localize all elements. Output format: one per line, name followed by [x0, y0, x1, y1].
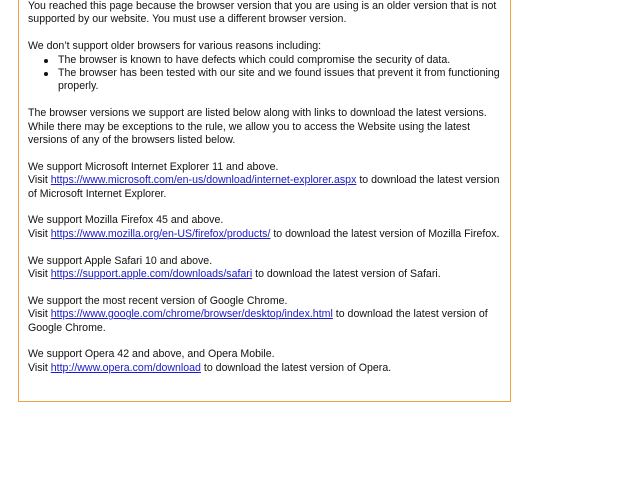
- safari-download-link[interactable]: https://support.apple.com/downloads/safari: [50, 268, 253, 281]
- visit-suffix: to download the latest version of Opera.: [203, 361, 392, 374]
- visit-suffix: to download the latest version of Safari.: [255, 268, 441, 281]
- reason-item-compatibility: The browser has been tested with our site and we found issues that prevent it from functioning properly.: [58, 67, 510, 94]
- browser-visit-line: [28, 362, 510, 375]
- browser-block-firefox: [28, 214, 510, 241]
- visit-prefix: Visit: [28, 227, 48, 240]
- reasons-heading: We don’t support older browsers for various reasons including:: [28, 40, 322, 53]
- unsupported-browser-notice: [18, 0, 511, 402]
- intro-text: You reached this page because the browser version that you are using is an older version that is not supported by our website. You must use a different browser version.: [28, 0, 497, 26]
- browser-support-text: We support Microsoft Internet Explorer 11 and above.: [28, 160, 279, 173]
- browser-visit-line: [28, 174, 510, 201]
- reasons-list: [28, 54, 510, 94]
- firefox-download-link[interactable]: https://www.mozilla.org/en-US/firefox/products/: [50, 227, 271, 240]
- visit-prefix: Visit: [28, 174, 48, 187]
- browser-block-opera: [28, 348, 510, 375]
- browser-block-safari: [28, 255, 510, 282]
- browser-support-text: We support Mozilla Firefox 45 and above.: [28, 214, 224, 227]
- browser-visit-line: [28, 308, 510, 335]
- chrome-download-link[interactable]: https://www.google.com/chrome/browser/desktop/index.html: [50, 308, 333, 321]
- browser-support-text: We support Apple Safari 10 and above.: [28, 254, 213, 267]
- browser-block-internet-explorer: [28, 161, 510, 201]
- browser-support-text: We support Opera 42 and above, and Opera Mobile.: [28, 348, 275, 361]
- opera-download-link[interactable]: http://www.opera.com/download: [50, 361, 201, 374]
- internet-explorer-download-link[interactable]: https://www.microsoft.com/en-us/download/internet-explorer.aspx: [50, 174, 357, 187]
- visit-prefix: Visit: [28, 361, 48, 374]
- visit-prefix: Visit: [28, 268, 48, 281]
- browser-block-chrome: [28, 295, 510, 335]
- visit-suffix: to download the latest version of Google Chrome.: [28, 308, 488, 334]
- visit-prefix: Visit: [28, 308, 48, 321]
- browser-support-text: We support the most recent version of Google Chrome.: [28, 294, 288, 307]
- reason-item-security: The browser is known to have defects which could compromise the security of data.: [58, 54, 510, 67]
- visit-suffix: to download the latest version of Mozilla Firefox.: [273, 227, 500, 240]
- visit-suffix: to download the latest version of Microsoft Internet Explorer.: [28, 174, 500, 200]
- browser-visit-line: [28, 268, 510, 281]
- supported-intro-text: The browser versions we support are listed below along with links to download the latest versions. While there may be exceptions to the rule, we allow you to access the Website using the latest versions of any of the browsers listed below.: [28, 107, 487, 147]
- browser-visit-line: [28, 228, 510, 241]
